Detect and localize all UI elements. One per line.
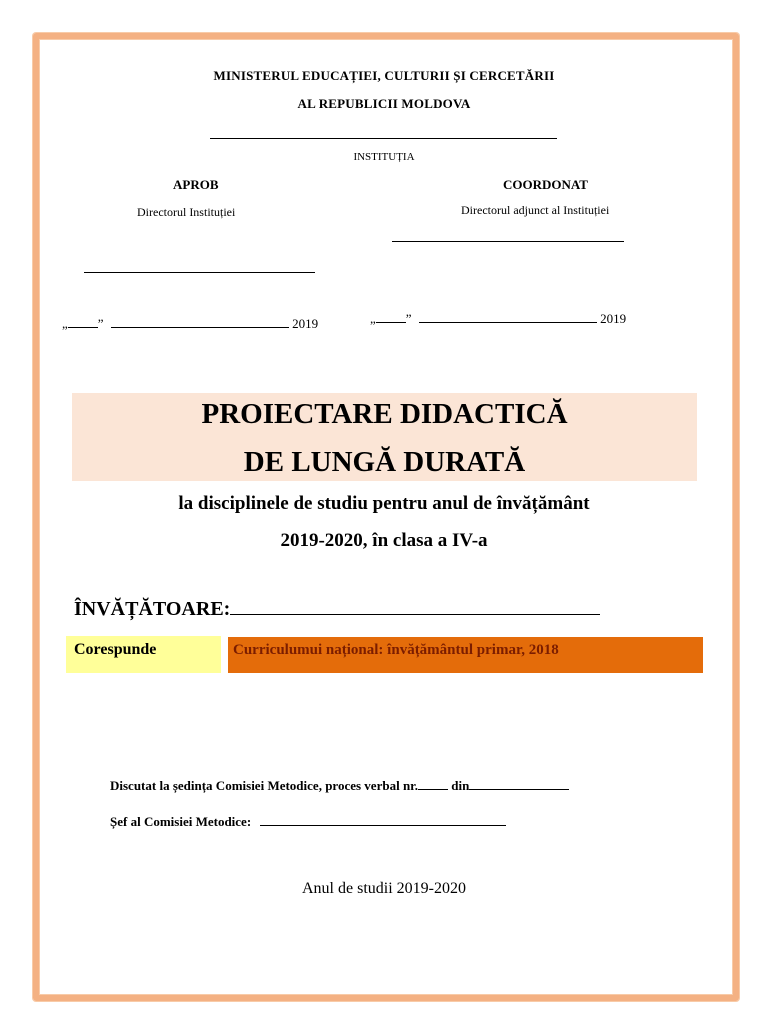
study-year: Anul de studii 2019-2020: [302, 880, 466, 897]
month-blank: [111, 327, 289, 328]
approve-title: APROB: [173, 177, 219, 192]
ministry-line-1: MINISTERUL EDUCAȚIEI, CULTURII ȘI CERCETĂRII: [213, 68, 555, 83]
coordinate-title: COORDONAT: [503, 177, 588, 192]
date-close-quote: ”: [405, 311, 412, 326]
institution-blank-line: [210, 138, 557, 139]
head-blank: [260, 825, 506, 826]
approve-date-row: [62, 316, 318, 332]
subtitle-line-2: 2019-2020, în clasa a IV-a: [280, 530, 488, 551]
coordinate-role: Directorul adjunct al Instituției: [461, 203, 610, 217]
date-close-quote: ”: [97, 316, 104, 331]
discussed-din: din: [451, 778, 470, 793]
approve-signature-line: [84, 272, 315, 273]
title-line-2: DE LUNGĂ DURATĂ: [243, 446, 526, 478]
day-blank: [376, 322, 406, 323]
date-open-quote: „: [370, 311, 376, 326]
head-row: [110, 814, 506, 830]
discussed-label: Discutat la ședința Comisiei Metodice, proces verbal nr.: [110, 778, 418, 793]
teacher-label: ÎNVĂȚĂTOARE:: [74, 598, 231, 620]
coordinate-signature-line: [392, 241, 624, 242]
month-blank: [419, 322, 597, 323]
institution-label: INSTITUȚIA: [353, 151, 415, 163]
protocol-number-blank: [418, 789, 448, 790]
protocol-date-blank: [469, 789, 569, 790]
day-blank: [68, 327, 98, 328]
teacher-row: [74, 598, 600, 621]
ministry-line-2: AL REPUBLICII MOLDOVA: [297, 96, 471, 111]
page-border: [33, 33, 739, 1001]
correspondence-value: Curriculumui național: învățământul primar, 2018: [228, 637, 703, 673]
teacher-blank: [230, 614, 600, 615]
coordinate-date-row: [370, 311, 626, 327]
title-line-1: PROIECTARE DIDACTICĂ: [201, 398, 568, 430]
correspondence-label: Corespunde: [66, 636, 221, 673]
coordinate-year: 2019: [600, 311, 627, 326]
date-open-quote: „: [62, 316, 68, 331]
approve-role: Directorul Instituției: [137, 205, 236, 219]
discussed-row: [110, 778, 569, 794]
head-label: Șef al Comisiei Metodice:: [110, 814, 252, 829]
subtitle-line-1: la disciplinele de studiu pentru anul de învățământ: [178, 493, 590, 514]
approve-year: 2019: [292, 316, 319, 331]
